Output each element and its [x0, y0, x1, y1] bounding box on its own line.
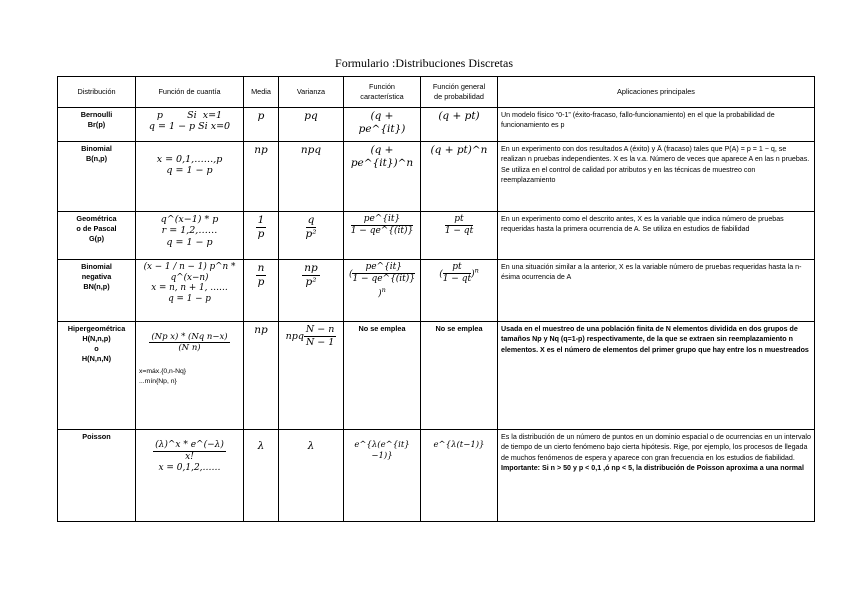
aplicaciones-cell: En un experimento con dos resultados A (éxito) y Ā (fracaso) tales que P(A) = p = 1 − q, se realizan n pruebas independientes. X es la v.a. Número de veces que aparece A en las n pruebas. Se utiliza en el control de calidad por atributos y en las técnicas de muestreo con reemplazamiento — [498, 142, 815, 212]
cuantia-cell: x = 0,1,……,p q = 1 − p — [136, 142, 244, 212]
header-varianza: Varianza — [279, 77, 344, 108]
varianza-cell: npq $\frac{N - n}{N - 1}$ — [279, 322, 344, 430]
varianza-cell: npq — [279, 142, 344, 212]
table-row — [58, 142, 815, 212]
generatriz-cell: No se emplea — [421, 322, 498, 430]
aplicaciones-cell: Es la distribución de un número de puntos en un dominio espacial o de ocurrencias en un intervalo de tiempo de un cierto fenómeno bajo cierta hipótesis. Rige, por ejemplo, los procesos de llegada de muchos fenómenos de espera y aparece con gran frecuencia en los estudios de fiabilidad. Importante: Si n > 50 y p < 0,1 ,ó np < 5, la distribución de Poisson aproxima a una normal — [498, 430, 815, 522]
table-row — [58, 322, 815, 430]
caracteristica-cell: ( $\frac{pe\^{}\{it\}}{1 - qe\^{}\{(it)\}}$ )$^n$ — [344, 260, 421, 322]
caracteristica-cell: (q + pe^{it}) — [344, 108, 421, 142]
varianza-cell: pq — [279, 108, 344, 142]
header-generatriz: Función general de probabilidad — [421, 77, 498, 108]
dist-name: Binomial B(n,p) — [58, 142, 136, 212]
generatriz-cell: (q + pt) — [421, 108, 498, 142]
cuantia-cell: p Si x=1 q = 1 − p Si x=0 — [136, 108, 244, 142]
generatriz-cell: $\frac{pt}{1 - qt}$ — [421, 212, 498, 260]
header-distribution: Distribución — [58, 77, 136, 108]
caracteristica-cell: No se emplea — [344, 322, 421, 430]
aplicaciones-cell: Un modelo físico “0-1” (éxito-fracaso, fallo-funcionamiento) en el que la probabilidad de funcionamiento es p — [498, 108, 815, 142]
distributions-table — [57, 76, 815, 522]
dist-name: Geométrica o de Pascal G(p) — [58, 212, 136, 260]
aplicaciones-cell: En una situación similar a la anterior, X es la variable número de pruebas requeridas hasta la n-ésima ocurrencia de A — [498, 260, 815, 322]
table-row — [58, 212, 815, 260]
media-cell: $\frac{n}{p}$ — [244, 260, 279, 322]
table-row — [58, 108, 815, 142]
generatriz-cell: (q + pt)^n — [421, 142, 498, 212]
header-row — [58, 77, 815, 108]
header-media: Media — [244, 77, 279, 108]
generatriz-cell: ( $\frac{pt}{1 - qt}$ )$^n$ — [421, 260, 498, 322]
caracteristica-cell: (q + pe^{it})^n — [344, 142, 421, 212]
cuantia-cell: $\frac{(\lambda)\^{}x * e\^{}(-\lambda)}{x!}$ x = 0,1,2,…… — [136, 430, 244, 522]
caracteristica-cell: $\frac{pe\^{}\{it\}}{1 - qe\^{}\{(it)\}}$ — [344, 212, 421, 260]
dist-name: Hipergeométrica H(N,n,p) o H(N,n,N) — [58, 322, 136, 430]
page-title: Formulario :Distribuciones Discretas — [335, 56, 513, 70]
varianza-cell: $\frac{q}{\text{p²}}$ — [279, 212, 344, 260]
media-cell: np — [244, 142, 279, 212]
cuantia-cell: $\frac{\text{(Np x) * (Nq n−x)}}{\text{(N n)}}$ x=máx.{0,n-Nq} ...mín{Np, n} — [136, 322, 244, 430]
cuantia-cell: (x − 1 / n − 1) p^n * q^(x−n) x = n, n + 1, …… q = 1 − p — [136, 260, 244, 322]
varianza-cell: λ — [279, 430, 344, 522]
table-row — [58, 430, 815, 522]
dist-name: Poisson — [58, 430, 136, 522]
aplicaciones-cell: En un experimento como el descrito antes, X es la variable que indica número de pruebas requeridas hasta la primera ocurrencia de A. Se utiliza en estudios de fiabilidad — [498, 212, 815, 260]
varianza-cell: $\frac{np}{\text{p²}}$ — [279, 260, 344, 322]
header-cuantia: Función de cuantía — [136, 77, 244, 108]
media-cell: np — [244, 322, 279, 430]
media-cell: λ — [244, 430, 279, 522]
cuantia-cell: q^(x−1) * p r = 1,2,…… q = 1 − p — [136, 212, 244, 260]
dist-name: Bernoulli Br(p) — [58, 108, 136, 142]
header-caracteristica: Función característica — [344, 77, 421, 108]
media-cell: p — [244, 108, 279, 142]
media-cell: $\frac{1}{p}$ — [244, 212, 279, 260]
generatriz-cell: e^{λ(t−1)} — [421, 430, 498, 522]
header-aplicaciones: Aplicaciones principales — [498, 77, 815, 108]
aplicaciones-cell: Usada en el muestreo de una población finita de N elementos dividida en dos grupos de tamaños Np y Nq (q=1-p) respectivamente, de la que se extraen sin reemplazamiento n elementos. X es el número de elementos del primer grupo que hay entre los n muestreados — [498, 322, 815, 430]
table-row — [58, 260, 815, 322]
caracteristica-cell: e^{λ(e^{it} −1)} — [344, 430, 421, 522]
dist-name: Binomial negativa BN(n,p) — [58, 260, 136, 322]
